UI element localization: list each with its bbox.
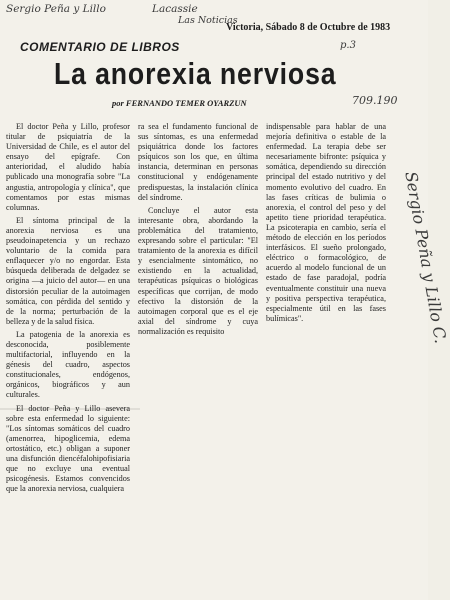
article-column-3: [266, 122, 386, 327]
handwritten-page-mark: p.3: [340, 40, 356, 51]
paragraph: ra sea el fundamento funcional de sus síntomas, es una enfermedad psiquiátrica donde los factores psíquicos son los que, en última instancia, determinan en personas constitucional y endógenamente predispuestas, la instalación clínica del síndrome.: [138, 122, 258, 202]
paragraph: Concluye el autor esta interesante obra, abordando la problemática del tratamiento, expresando sobre el particular: "El tratamiento de la anorexia es difícil y esencialmente sintomático, no existiendo en la actualidad, terapéuticas psíquicas o biológicas específicas que corrijan, de modo efectivo la distorsión de la autoimagen corporal que es el eje axial del síndrome y cuya normalización es requisito: [138, 205, 258, 336]
paragraph: El doctor Peña y Lillo asevera sobre esta enfermedad lo siguiente: "Los síntomas somáticos del cuadro (amenorrea, hipoglicemia, edema ortostático, etc.) obligan a suponer una disfunción diencéfalohipofisiaria que no excluye una eventual psicogénesis. Estamos convencidos que la anorexia nerviosa, cualquiera: [6, 403, 130, 494]
handwritten-catalog-number: 709.190: [352, 94, 398, 107]
article-title: La anorexia nerviosa: [54, 56, 337, 91]
paragraph: El doctor Peña y Lillo, profesor titular de psiquiatría de la Universidad de Chile, es el autor del ensayo del epígrafe. Con anterioridad, el aludido había publicado una monografía sobre "La angustia, antropología y clínica", que comentamos por estas mismas columnas.: [6, 122, 130, 212]
paragraph: indispensable para hablar de una mejoría definitiva o estable de la enfermedad. La terapia debe ser necesariamente bifronte: psíquica y somática, dependiendo su dirección principal del estado nutritivo y del momento evolutivo del cuadro. En las fases críticas de bulimia o anorexia, el control del peso y del apetito tiene prioridad terapéutica. La psicoterapia en cambio, sería el método de elección en los períodos interfásicos. El sueño prolongado, eléctrico o formacológico, de acuerdo al modelo funcional de un estado de fase paradojal, podría eventualmente constituir una nueva y positiva perspectiva terapéutica, especialmente útil en las fases bulímicas".: [266, 122, 386, 323]
handwritten-margin-name: Sergio Peña y Lillo C.: [401, 170, 450, 345]
article-column-1: [6, 122, 130, 497]
article-column-2: [138, 122, 258, 340]
section-kicker: COMENTARIO DE LIBROS: [20, 40, 180, 54]
paragraph: El síntoma principal de la anorexia nerviosa es una pseudoinapetencia y un rechazo voluntario de la comida para enflaquecer y/o no engordar. Esta búsqueda deliberada de delgadez se origina —a juicio del autor— en una distorsión peculiar de la autoimagen somática, con pérdida del sentido y de la norma; perturbación de la belleza y de la salud física.: [6, 215, 130, 326]
handwritten-note-lacassie: Lacassie: [152, 3, 198, 15]
byline: por FERNANDO TEMER OYARZUN: [112, 98, 247, 108]
paragraph: La patogenia de la anorexia es desconocida, posiblemente multifactorial, influyendo en la génesis del cuadro, aspectos constitucionales, endógenos, orgánicos, biográficos y aun culturales.: [6, 329, 130, 400]
dateline: Victoria, Sábado 8 de Octubre de 1983: [226, 22, 391, 33]
handwritten-note-author: Sergio Peña y Lillo: [6, 3, 106, 15]
paper-crease: [0, 408, 140, 410]
handwritten-note-source: Las Noticias: [178, 15, 238, 26]
